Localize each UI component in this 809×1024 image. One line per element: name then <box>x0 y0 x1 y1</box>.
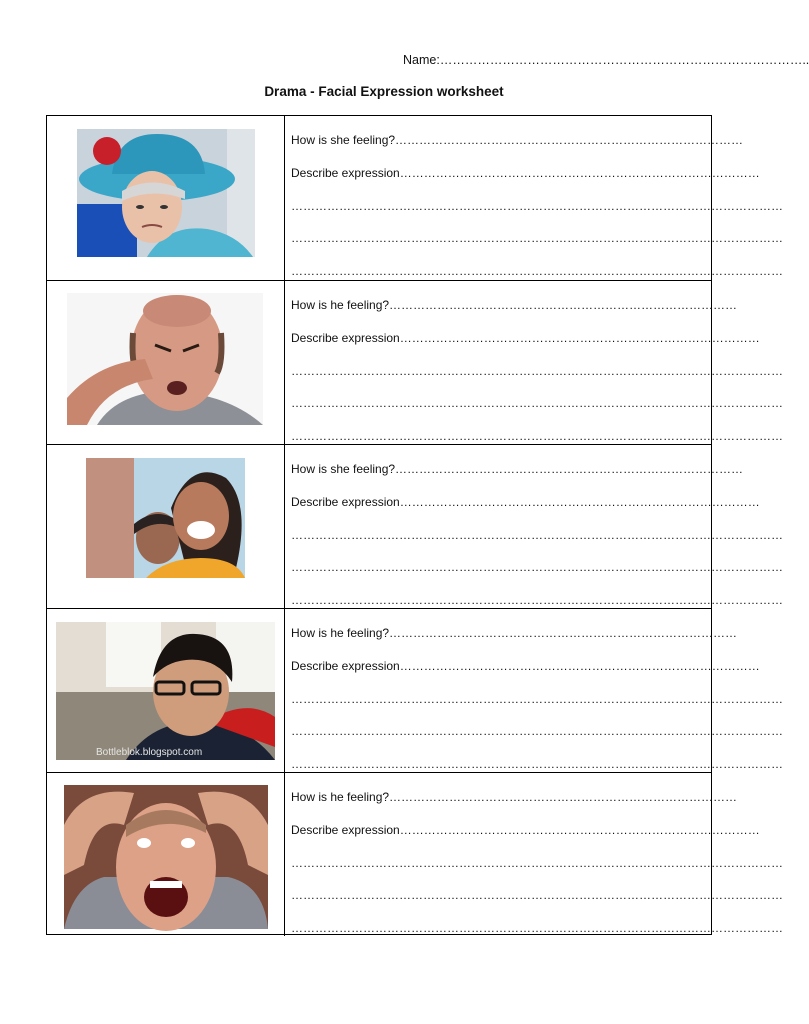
answer-line[interactable]: …………………………………………………………………………………………………………… <box>291 528 783 542</box>
describe-expression-line[interactable]: Describe expression……………………………………………………………………………… <box>291 823 760 837</box>
table-row <box>47 281 783 445</box>
answer-line[interactable]: …………………………………………………………………………………………………………… <box>291 921 783 935</box>
feeling-question[interactable]: How is he feeling?…………………………………………………………………………… <box>291 626 738 640</box>
table-row <box>47 116 783 281</box>
photo-watermark: Bottleblok.blogspot.com <box>96 747 203 758</box>
photo-cell <box>47 116 285 280</box>
describe-expression-line[interactable]: Describe expression……………………………………………………………………………… <box>291 331 760 345</box>
table-row <box>47 445 783 609</box>
worksheet-title: Drama - Facial Expression worksheet <box>264 84 504 99</box>
answer-line[interactable]: …………………………………………………………………………………………………………… <box>291 429 783 443</box>
answer-line[interactable]: …………………………………………………………………………………………………………… <box>291 231 783 245</box>
name-field-label: Name:…………………………………………………………………………….. <box>403 53 809 67</box>
answer-line[interactable]: …………………………………………………………………………………………………………… <box>291 593 783 607</box>
table-row <box>47 773 783 936</box>
answer-line[interactable]: …………………………………………………………………………………………………………… <box>291 856 783 870</box>
table-row <box>47 609 783 773</box>
answer-line[interactable]: …………………………………………………………………………………………………………… <box>291 364 783 378</box>
answer-line[interactable]: …………………………………………………………………………………………………………… <box>291 888 783 902</box>
answer-cell <box>285 281 783 444</box>
feeling-question[interactable]: How is he feeling?…………………………………………………………………………… <box>291 298 738 312</box>
photo-screaming-man <box>64 785 268 929</box>
feeling-question[interactable]: How is she feeling?…………………………………………………………………………… <box>291 462 744 476</box>
photo-man-with-glasses <box>56 622 275 760</box>
answer-line[interactable]: …………………………………………………………………………………………………………… <box>291 692 783 706</box>
feeling-question[interactable]: How is she feeling?…………………………………………………………………………… <box>291 133 744 147</box>
answer-cell <box>285 773 783 936</box>
answer-cell <box>285 609 783 772</box>
answer-line[interactable]: …………………………………………………………………………………………………………… <box>291 757 783 771</box>
feeling-question[interactable]: How is he feeling?…………………………………………………………………………… <box>291 790 738 804</box>
photo-angry-pointing-man <box>67 293 263 425</box>
answer-cell <box>285 445 783 608</box>
photo-cell <box>47 281 285 444</box>
answer-line[interactable]: …………………………………………………………………………………………………………… <box>291 264 783 278</box>
answer-line[interactable]: …………………………………………………………………………………………………………… <box>291 199 783 213</box>
answer-line[interactable]: …………………………………………………………………………………………………………… <box>291 724 783 738</box>
photo-woman-in-teal-hat <box>77 129 255 257</box>
answer-line[interactable]: …………………………………………………………………………………………………………… <box>291 560 783 574</box>
answer-line[interactable]: …………………………………………………………………………………………………………… <box>291 396 783 410</box>
photo-cell <box>47 445 285 608</box>
describe-expression-line[interactable]: Describe expression……………………………………………………………………………… <box>291 659 760 673</box>
photo-laughing-girls <box>86 458 245 578</box>
answer-cell <box>285 116 783 280</box>
photo-cell <box>47 609 285 772</box>
photo-cell <box>47 773 285 936</box>
expression-table <box>46 115 783 935</box>
describe-expression-line[interactable]: Describe expression……………………………………………………………………………… <box>291 495 760 509</box>
describe-expression-line[interactable]: Describe expression……………………………………………………………………………… <box>291 166 760 180</box>
